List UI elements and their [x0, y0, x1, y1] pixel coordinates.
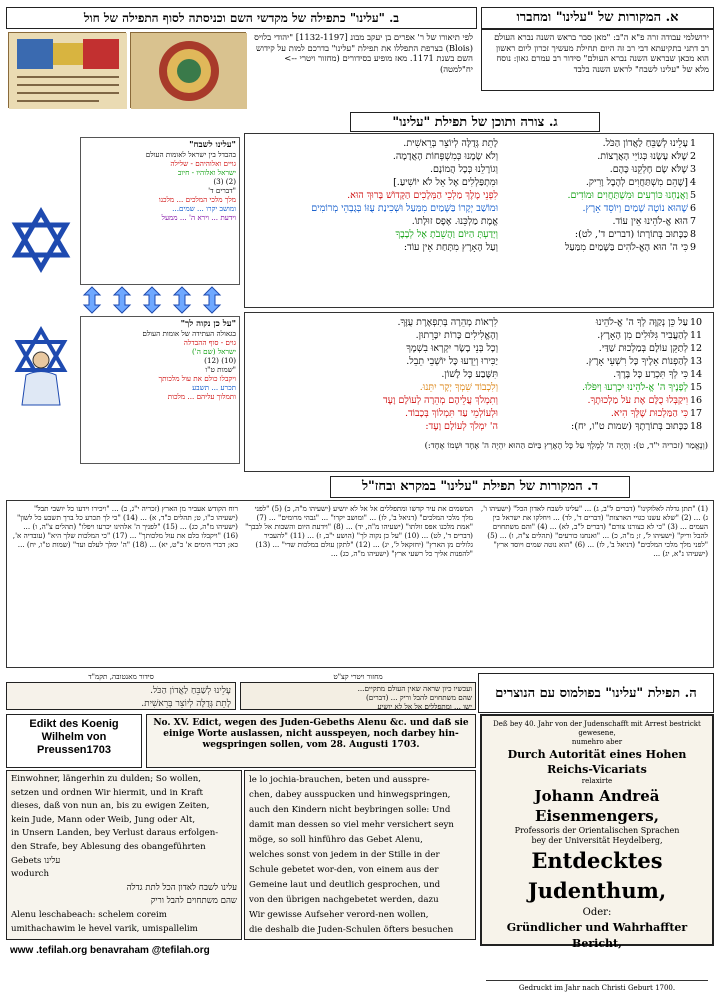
section-d-title: ד. המקורות של תפילת "עלינו" במקרא ובחז"ל [330, 476, 630, 498]
book-line-4: relaxirte [581, 777, 613, 785]
prayer-line-r10: לִרְאוֹת מְהֵרָה בְּתִפְאֶרֶת עֻזֶּךָ. [397, 317, 498, 328]
side-upper-line: בהבדל בין ישראל לאומות העולם [145, 150, 236, 159]
prayer-line-6: שֶׁהוּא נוֹטֶה שָׁמַיִם וְיוֹסֵד אָרֶץ. [582, 203, 688, 214]
book-line-8: Entdecktes Judenthum, [527, 848, 667, 903]
book-line-5: Johann Andreä Eisenmengers, [534, 787, 660, 825]
prayer-line-numbers-top [690, 137, 710, 254]
side-upper-line: מלך מלכי המלכים ... מלכנו [158, 195, 236, 204]
prayer-line-r13: יַכִּירוּ וְיֵדְעוּ כָּל יוֹשְׁבֵי תֵבֵל. [406, 356, 498, 367]
line-number: 17 [690, 408, 703, 419]
prayer-lines-bottom-col [500, 316, 688, 433]
edict-line: le lo jochia-brauchen, beten und ausspre- [249, 775, 430, 785]
line-number: 10 [690, 317, 703, 328]
prayer-lines-top-right-col [258, 137, 498, 254]
prayer-line-9: כִּי ה' הוּא הָאֱ-לֹהִים בַּשָּׁמַיִם מִמַּעַל [564, 242, 688, 253]
siddur-line: עָלֵינוּ לְשַׁבֵּחַ לַאֲדוֹן הַכֹּל. [150, 686, 231, 696]
siddur-mantua-image [6, 682, 236, 710]
illuminated-manuscript-icon [9, 33, 127, 109]
ms-line: ועכשיו כיון שראה שאין העולם מתקיים... [357, 684, 472, 693]
section-b-text: לפי תיאורו של ר' אפרים בן יעקב מבונ [1132-1197] "יהודי בלויס (Blois) בצרפת התפללו את תפילת "עלינו" בדרכם למות על קידוש השם בשנת 1171. מאז מופיע בסידורים (מחזור ויטרי --> יח"למטה) [254, 32, 473, 74]
prayer-line-13: לְהַפְנוֹת אֵלֶיךָ כָּל רִשְׁעֵי אָרֶץ. [585, 356, 688, 367]
side-lower-line: (10) (12) [204, 356, 236, 365]
prayer-line-r12: וְכָל בְּנֵי בָשָׂר יִקְרְאוּ בִשְׁמֶךָ [406, 343, 498, 354]
prayer-line-15: לְפָנֶיךָ ה' אֱ-לֹהֵינוּ יִכְרְעוּ וְיִפֹּלוּ. [581, 382, 688, 393]
line-number: 2 [690, 151, 697, 162]
manuscript-image-top-mid [130, 32, 246, 108]
prayer-line-r3: וְגוֹרָלֵנוּ כְּכָל הֲמוֹנָם. [430, 164, 498, 175]
caption-mantua-siddur: סידור מאנטובה, תקמ"ד [88, 672, 154, 681]
prayer-line-8: כַּכָּתוּב בְּתוֹרָתוֹ (דברים ד', לט): [574, 229, 688, 240]
prayer-line-r18: ה' יִמְלֹךְ לְעוֹלָם וָעֶד: [425, 421, 498, 432]
footer-links[interactable]: www .tefilah.org benavraham @tefilah.org [10, 945, 210, 956]
side-lower-line: ישראל (שם ה') [191, 347, 236, 356]
line-number: 7 [690, 216, 697, 227]
prayer-line-14: כִּי לְךָ תִּכְרַע כָּל בֶּרֶךְ. [613, 369, 688, 380]
line-number: 4 [690, 177, 697, 188]
book-line-6: Professoris der Orientalischen Sprachen [514, 826, 680, 835]
side-upper-line: "דברים ד' [208, 186, 236, 195]
manuscript-image-top-left [8, 32, 126, 108]
edict-line: dieses, daß von nun an, bis zu ewigen Zeiten, [11, 801, 210, 812]
edict-line: damit man dessen so viel mehr versichert seyn [249, 820, 454, 830]
prayer-line-12: לְתַקֵּן עוֹלָם בְּמַלְכוּת שַׁדַּי. [598, 343, 688, 354]
prayer-line-4: [שֶׁהֵם מִשְׁתַּחֲוִים לְהֶבֶל וָרִיק. [585, 177, 688, 188]
edict-line: die deshalb die Juden-Schulen öfters besuchen [249, 925, 454, 935]
prayer-line-11: לְהַעֲבִיר גִּלּוּלִים מִן הָאָרֶץ. [597, 330, 688, 341]
prayer-line-2: שֶׁלֹּא עָשָׂנוּ כְּגוֹיֵי הָאֲרָצוֹת. [597, 151, 688, 162]
star-of-david-icon [6, 200, 76, 280]
prayer-line-3: שֶׁלֹּא שָׂם חֶלְקֵנוּ כָּהֶם. [609, 164, 688, 175]
prayer-line-r16: וְתִמְלֹךְ עֲלֵיהֶם מְהֵרָה לְעוֹלָם וָעֶד [383, 395, 498, 406]
edict-line: Einwohner, längerhin zu dulden; So wollen, [11, 774, 202, 784]
section-a-text: ירושלמי עבודה זרה פ"א ה"ב: "מאן סבר בראש השנה נברא העולם רב דתני בתקיעתא דבי רב זה היום תחילת מעשיך זכרון ליום ראשון הוא מכאן שבראש השנה נברא העולם" סידור רב עמרם גאון: נוסח מלא של "עלינו לשבח" לראש השנה בלבד [481, 29, 714, 91]
section-d-col1: (1) "תתן גדלה לאלוקינו" (דברים ל"ב, ג) ... "עלינו לשבח לאדון הכל" (ישעיהו ו', ג) ... (2) "שלא עשנו כגויי הארצות" (דברים ד', לד) ... ויחלקו את ישראל בין העמים ... (3) "כי לא כצורנו צורם" (דברים ל"ב, לא) ... (4) "והם משתחוים להבל וריק" (ישעיהו ל', ז; מ"ה, כ) ... "ואנחנו כורעים" (תהלים צ"ה, ו) ... (5) "לפני מלך מלכי המלכים" (דניאל ב', לז) ... (6) "הוא נוטה שמים ויוסד ארץ" (ישעיהו נ"א, יג) ... [480, 504, 708, 558]
edict-line: kein Jude, Mann oder Weib, Jung oder Alt, [11, 814, 196, 825]
side-lower-line: בגאולה העתידה של אומות העולם [142, 329, 236, 338]
edict-line: den Strafe, bey Ablesung des obangeführten [11, 841, 206, 852]
line-number: 9 [690, 242, 697, 253]
prayer-line-1: עָלֵינוּ לְשַׁבֵּחַ לַאֲדוֹן הַכֹּל. [602, 138, 688, 149]
line-number: 6 [690, 203, 697, 214]
prayer-line-r6: וּמוֹשַׁב יְקָרוֹ בַּשָּׁמַיִם מִמַּעַל וּשְׁכִינַת עֻזּוֹ בְּגָבְהֵי מְרוֹמִים [311, 203, 498, 214]
side-panel-lower-heading: "על כן נקוה לך" [180, 319, 236, 329]
line-number: 8 [690, 229, 697, 240]
line-number: 18 [690, 421, 703, 432]
edict-line: umithachawim le hevel varik, umispallelim [11, 923, 198, 934]
praying-figure-icon [6, 320, 76, 410]
edict-line: Gemeine laut und deutlich gesprochen, und [249, 880, 441, 890]
edict-line: von den übrigen nachgebetet werden, dazu [249, 895, 439, 905]
prayer-line-r4: וּמִתְפַּלְלִים אֶל אֵל לֹא יוֹשִׁיעַ.] [393, 177, 498, 188]
prayer-line-r7: אֱמֶת מַלְכֵּנוּ. אֶפֶס זוּלָתוֹ. [411, 216, 498, 227]
book-line-7: bey der Universität Heydelberg, [531, 836, 663, 845]
edict-line: auch den Kindern nicht beybringen solle: Und [249, 805, 451, 815]
line-number: 1 [690, 138, 697, 149]
prayer-line-r2: וְלֹא שָׂמָנוּ כְּמִשְׁפְּחוֹת הָאֲדָמָה. [392, 151, 498, 162]
line-number: 16 [690, 395, 703, 406]
edict-line: Wir gewisse Aufseher verord-nen wollen, [249, 910, 429, 920]
side-panel-upper [80, 137, 240, 285]
edict-line: möge, so soll hinführo das Gebet Alenu, [249, 835, 423, 845]
arrows-connector-icon [80, 285, 240, 315]
side-panel-lower [80, 316, 240, 464]
prayer-line-r5: לִפְנֵי מֶלֶךְ מַלְכֵי הַמְּלָכִים הַקָּדוֹשׁ בָּרוּךְ הוּא. [347, 190, 498, 201]
prayer-line-r15: וְלִכְבוֹד שִׁמְךָ יְקָר יִתֵּנוּ. [419, 382, 498, 393]
line-number: 5 [690, 190, 697, 201]
prayer-line-7: הוּא אֱ-לֹהֵינוּ אֵין עוֹד. [612, 216, 688, 227]
prayer-lines-top-col [500, 137, 688, 254]
line-number: 11 [690, 330, 703, 341]
prayer-line-10: עַל כֵּן נְקַוֶּה לְךָ ה' אֱ-לֹהֵינוּ [595, 317, 688, 328]
edict-line: welches sonst von jedem in der Stille in der [249, 850, 440, 860]
ms-line: שהם משתחוים להבל וריק ... (דברים) [365, 693, 472, 702]
book-line-10: Gründlicher und Wahrhaffter Bericht, [506, 921, 688, 950]
edict-line: עלינו לשבח לאדון הכל לתת גדלה [126, 882, 237, 893]
section-d-col2: המשמים את עיר קדשו ומתפללים אל אל לא יושיע (ישעיהו מ"ה, כ) (5) "לפני מלך מלכי המלכים" (דניאל ב', לז) ... "ומושב יקרו" ... "גבהי מרומים" ... (7) "אמת מלכנו אפס זולתו" (ישעיהו מ"ה, יד) ... (8) "וידעת היום והשבות אל לבבך" (דברים ד', לט) ... (10) "על כן נקוה לך" (הושע י"ב, ז) ... (11) "להעביר גלולים מן הארץ" (יחזקאל ל', יג) ... (12) "לתקן עולם במלכות שדי" ... (13) "להפנות אליך כל רשעי ארץ" (ישעיהו מ"ה, כג) ... [245, 504, 473, 558]
edict-body-left [6, 770, 242, 940]
prayer-line-r17: וּלְעוֹלְמֵי עַד תִּמְלוֹךְ בְּכָבוֹד. [404, 408, 498, 419]
section-c-title: ג. צורה ותוכן של תפילת "עלינו" [350, 112, 600, 132]
vitry-manuscript-image [240, 682, 476, 710]
prayer-line-16: וִיקַבְּלוּ כֻלָּם אֶת עֹל מַלְכוּתֶךָ. [587, 395, 688, 406]
prayer-line-r8: וְיָדַעְתָּ הַיּוֹם וַהֲשֵׁבֹתָ אֶל לְבָבֶךָ [395, 229, 498, 240]
side-upper-line: ישראל ואלוהיו - חיוב [177, 168, 236, 177]
edict-line: setzen und ordnen Wir hiermit, und in Kraft [11, 787, 203, 798]
prayer-line-r14: תִּשָּׁבַע כָּל לָשׁוֹן. [441, 369, 498, 380]
side-upper-line: גויים ואלוהיהם - שלילה [170, 159, 236, 168]
prayer-closing-line: (וְנֶאֱמַר (זכריה י"ד, ט): וְהָיָה ה' לְמֶלֶךְ עַל כָּל הָאָרֶץ בַּיּוֹם הַהוּא יִהְיֶה ה' אֶחָד וּשְׁמוֹ אֶחָד:) [424, 440, 708, 450]
eisenmenger-title-page [480, 714, 714, 992]
section-a-title: א. המקורות של "עלינו" ומחברו [481, 7, 714, 29]
line-number: 12 [690, 343, 703, 354]
prayer-line-r11: וְהָאֱלִילִים כָּרוֹת יִכָּרֵתוּן. [415, 330, 498, 341]
side-upper-line: ומושב יקרו ... שמים... [172, 204, 236, 213]
prayer-line-numbers-bottom [690, 316, 712, 433]
side-lower-line: ותמלוך עליהם ... מלכות [167, 392, 236, 401]
prayer-line-18: כַּכָּתוּב בְּתוֹרָתֶךָ (שמות ט"ו, יח): [571, 421, 688, 432]
prayer-line-17: כִּי הַמַּלְכוּת שֶׁלְּךָ הִיא. [610, 408, 688, 419]
edict-line: שהם משתחוים להבל וריק [150, 896, 237, 907]
line-number: 14 [690, 369, 703, 380]
edict-line: in Unsern Landen, bey Verlust daraus erfolgen- [11, 828, 219, 839]
book-line-3: Durch Autorität eines Hohen Reichs-Vicariats [507, 748, 687, 776]
edict-line: Alenu leschabeach: schelem coreim [11, 909, 167, 920]
edict-line: Gebets עלינו [11, 855, 61, 866]
line-number: 3 [690, 164, 697, 175]
siddur-line: לָתֵת גְּדֻלָּה לְיוֹצֵר בְּרֵאשִׁית. [141, 699, 231, 709]
section-d-col3: רוח הקודש אעביר מן הארץ (זכריה י"ג, ב) ... "ויכירו וידעו כל יושבי תבל" (ישעיהו כ"ו, ט; תהלים כ"ד, א) ... (14) "כי לך תכרע כל ברך תשבע כל לשון" (ישעיהו מ"ה, כג) ... (15) "לפניך ה' אלהינו יכרעו ויפלו" (תהלים צ"ה, ו) ... (16) "ויקבלו כלם את עול מלכותך" ... (17) "כי המלכות שלך היא" (עובדיה א', כא; דברי הימים א' כ"ט, יא) ... (18) "ה' ימלך לעלם ועד" (שמות ט"ו, יח) ... [12, 504, 238, 549]
prayer-lines-bottom-right-col [258, 316, 498, 433]
side-lower-line: גוים - סוף ההבדלה [183, 338, 236, 347]
side-upper-line: (2) (3) [213, 177, 236, 186]
side-upper-line: וידעת ... וירא ה' ... ממעל [161, 213, 236, 222]
prayer-line-r9: וְעַל הָאָרֶץ מִתָּחַת אֵין עוֹד: [403, 242, 498, 253]
edict-line: wodurch [11, 869, 50, 880]
line-number: 15 [690, 382, 703, 393]
edict-body-right [244, 770, 476, 940]
side-lower-line: ויקבלו כולם את עול מלכותך [158, 374, 236, 383]
side-panel-upper-heading: "עלינו לשבח" [189, 140, 236, 150]
prayer-line-r1: לָתֵת גְּדֻלָּה לְיוֹצֵר בְּרֵאשִׁית. [403, 138, 498, 149]
section-b-title: ב. "עלינו" כתפילה של מקדשי השם וכניסתה לסוף התפילה של חול [6, 7, 477, 29]
ms-line: ישו ... ומתפללים אל אל לא יושיע [377, 702, 472, 711]
book-line-11: Gedruckt im Jahr nach Christi Geburt 1700. [486, 980, 708, 993]
edict-header: No. XV. Edict, wegen des Juden-Gebeths Alenu &c. und daß sie einige Worte auslassen, nicht ausspeyen, noch darbey hin- wegspringen sollen, vom 28. Augusti 1703. [146, 714, 476, 768]
side-lower-line: "שמות ט"ו [205, 365, 236, 374]
edict-line: Schule gebetet wor-den, von einem aus der [249, 865, 439, 875]
book-line-9: Oder: [582, 907, 612, 918]
line-number: 13 [690, 356, 703, 367]
book-line-2: numehro aber [571, 738, 623, 746]
edict-label-box: Edikt des Koenig Wilhelm von Preussen1703 [6, 714, 142, 768]
book-line-1: Deß bey 40. Jahr von der Judenschafft mit Arrest bestrickt gewesene, [493, 720, 701, 737]
prayer-line-5: וַאֲנַחְנוּ כּוֹרְעִים וּמִשְׁתַּחֲוִים וּמוֹדִים. [567, 190, 688, 201]
caption-vitry: מחזור ויטרי קצ"ט [333, 672, 383, 681]
side-lower-line: תכרע ... תשבע [192, 383, 236, 392]
section-e-title: ה. תפילת "עלינו" בפולמוס עם הנוצרים [478, 673, 714, 713]
edict-line: chen, dabey ausspucken und hinwegspringen, [249, 790, 451, 800]
